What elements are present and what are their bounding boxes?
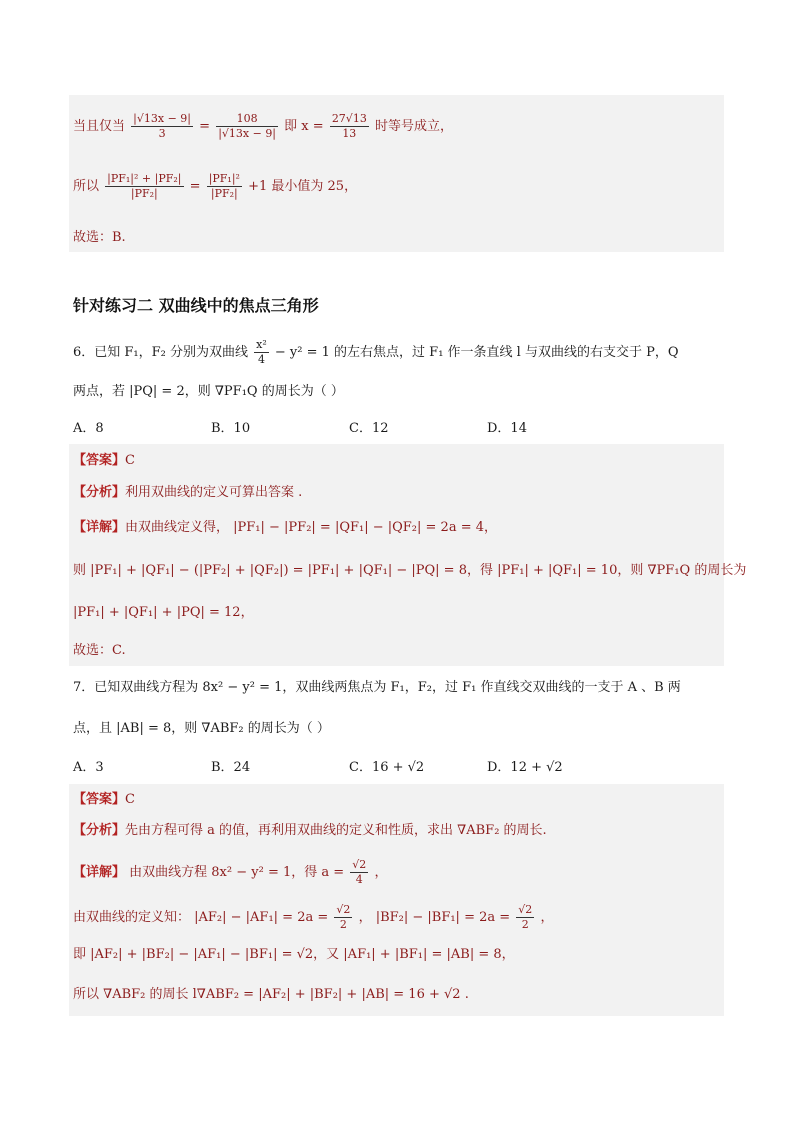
q6-detail-2: 则 |PF₁| + |QF₁| − (|PF₂| + |QF₂|) = |PF₁| + |QF₁| − |PQ| = 8，得 |PF₁| + |QF₁| = 10，则 ∇PF₁Q 的周长为 [73, 563, 747, 578]
numerator: √2 [336, 903, 351, 916]
q6-conclusion: 故选：C. [73, 643, 126, 658]
numerator: x² [256, 338, 267, 351]
fraction [216, 112, 278, 141]
q6-analysis [73, 483, 302, 503]
q7-option-d: D．12 + √2 [487, 760, 563, 775]
prev-line-2 [73, 172, 357, 201]
fraction [207, 172, 242, 201]
q6-stem-line-1 [73, 338, 679, 367]
analysis-tag: 【分析】 [73, 485, 126, 500]
fraction [254, 338, 269, 367]
prev-text: 最小值为 25， [271, 179, 358, 194]
detail-text: 由双曲线的定义知： |AF₂| − |AF₁| = 2a = [73, 910, 329, 925]
q6-stem-text: 6．已知 F₁，F₂ 分别为双曲线 [73, 345, 248, 360]
detail-text: ， |BF₂| − |BF₁| = 2a = [358, 910, 511, 925]
denominator: 2 [339, 918, 347, 931]
q6-option-b: B．10 [211, 421, 251, 436]
q7-option-a: A．3 [73, 760, 104, 775]
q7-options [73, 758, 625, 778]
prev-text: 当且仅当 [73, 119, 126, 134]
q6-detail-1 [73, 518, 497, 538]
fraction [334, 903, 352, 932]
prev-text: +1 [248, 179, 268, 194]
prev-text: 即 x = [284, 119, 324, 134]
numerator: √2 [518, 903, 533, 916]
detail-text: 由双曲线方程 8x² − y² = 1，得 a = [129, 865, 345, 880]
prev-line-3: 故选：B. [73, 230, 126, 245]
q7-analysis [73, 821, 547, 841]
q7-stem-line-1: 7．已知双曲线方程为 8x² − y² = 1，双曲线两焦点为 F₁，F₂，过 F₁ 作直线交双曲线的一支于 A 、B 两 [73, 680, 681, 695]
numerator: 27√13 [331, 112, 367, 125]
detail-text: ， [540, 910, 554, 925]
denominator: 4 [257, 353, 265, 366]
numerator: √2 [352, 858, 367, 871]
q6-stem-line-2: 两点，若 |PQ| = 2，则 ∇PF₁Q 的周长为（ ） [73, 384, 344, 399]
fraction [105, 172, 183, 201]
q6-options [73, 419, 625, 439]
denominator: 4 [355, 873, 363, 886]
detail-text: ， [374, 865, 388, 880]
equals: = [189, 179, 201, 194]
denominator: 3 [158, 127, 166, 140]
q6-answer [73, 451, 135, 471]
numerator: |PF₁|² [208, 172, 240, 185]
q7-answer [73, 790, 135, 810]
detail-tag: 【详解】 [73, 865, 126, 880]
q7-option-b: B．24 [211, 760, 251, 775]
numerator: 108 [216, 112, 278, 127]
denominator: |√13x − 9| [218, 127, 277, 140]
q6-option-a: A．8 [73, 421, 104, 436]
numerator: |√13x − 9| [133, 112, 191, 125]
q7-stem-line-2: 点，且 |AB| = 8，则 ∇ABF₂ 的周长为（ ） [73, 721, 330, 736]
q7-detail-4: 所以 ∇ABF₂ 的周长 l∇ABF₂ = |AF₂| + |BF₂| + |AB| = 16 + √2 . [73, 987, 469, 1002]
q7-detail-1 [73, 858, 387, 887]
section-title: 针对练习二 双曲线中的焦点三角形 [73, 296, 319, 315]
q7-option-c: C．16 + √2 [349, 760, 425, 775]
q7-detail-3: 即 |AF₂| + |BF₂| − |AF₁| − |BF₁| = √2，又 |AF₁| + |BF₁| = |AB| = 8， [73, 947, 515, 962]
denominator: |PF₂| [210, 187, 238, 200]
q7-solution-block [69, 784, 724, 1016]
detail-tag: 【详解】 [73, 520, 126, 535]
prev-text: 时等号成立， [374, 119, 453, 134]
fraction [131, 112, 193, 141]
equals: = [199, 119, 211, 134]
fraction [350, 858, 368, 887]
answer-tag: 【答案】 [73, 792, 126, 807]
q6-solution-block [69, 444, 724, 666]
detail-text: 由双曲线定义得， |PF₁| − |PF₂| = |QF₁| − |QF₂| = 2a = 4， [125, 520, 498, 535]
analysis-text: 利用双曲线的定义可算出答案 . [125, 485, 303, 500]
analysis-tag: 【分析】 [73, 823, 126, 838]
answer-value: C [125, 792, 135, 807]
answer-value: C [125, 453, 135, 468]
prev-line-1 [73, 112, 453, 141]
analysis-text: 先由方程可得 a 的值，再利用双曲线的定义和性质，求出 ∇ABF₂ 的周长. [125, 823, 547, 838]
fraction [516, 903, 534, 932]
q6-option-d: D．14 [487, 421, 527, 436]
q7-detail-2 [73, 903, 553, 932]
prev-text: 所以 [73, 179, 100, 194]
fraction [330, 112, 369, 141]
denominator: 2 [521, 918, 529, 931]
q6-detail-3: |PF₁| + |QF₁| + |PQ| = 12， [73, 605, 254, 620]
denominator: |PF₂| [130, 187, 158, 200]
answer-tag: 【答案】 [73, 453, 126, 468]
denominator: 13 [342, 127, 357, 140]
q6-option-c: C．12 [349, 421, 389, 436]
q6-stem-text: − y² = 1 的左右焦点，过 F₁ 作一条直线 l 与双曲线的右支交于 P，Q [274, 345, 679, 360]
numerator: |PF₁|² + |PF₂| [107, 172, 182, 185]
